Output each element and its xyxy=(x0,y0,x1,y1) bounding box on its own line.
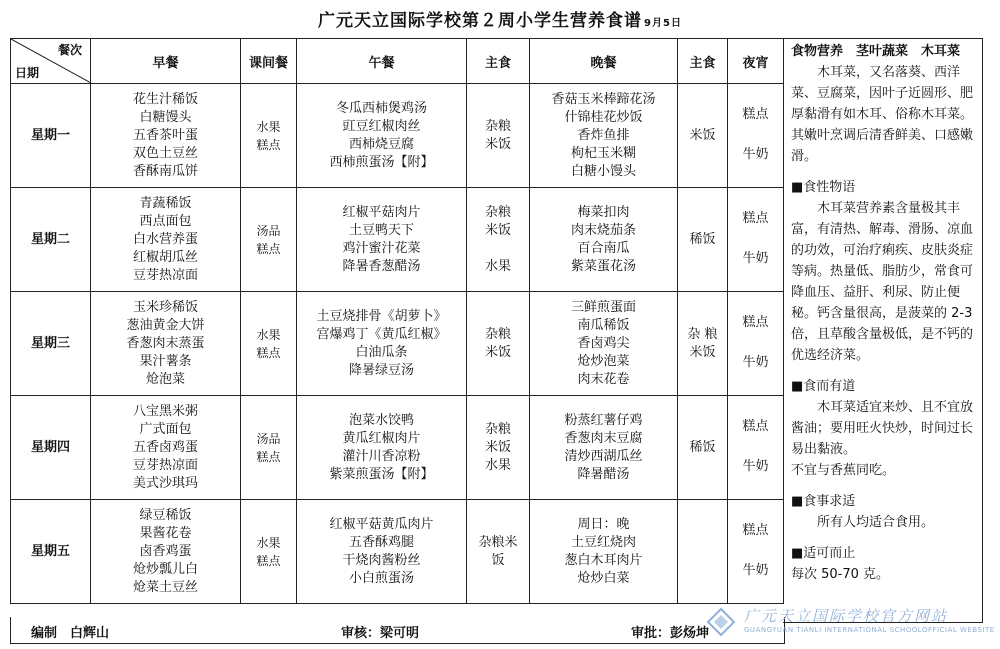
menu-item: 花生汁稀饭 xyxy=(132,91,198,107)
dinner-staple-header: 主食 xyxy=(678,39,728,84)
day-cell: 星期五 xyxy=(11,500,91,604)
menu-item: 香炸鱼排 xyxy=(577,127,630,143)
day-cell: 星期四 xyxy=(11,396,91,500)
menu-item: 米饭 xyxy=(689,344,716,360)
lunch-cell xyxy=(297,396,467,500)
title-text: 广元天立国际学校第２周小学生营养食谱 xyxy=(318,11,643,31)
menu-item: 八宝黑米粥 xyxy=(132,403,198,419)
snack-cell xyxy=(241,500,297,604)
section-title-moderation: ■适可而止 xyxy=(791,546,856,561)
dinner-staple-cell xyxy=(678,500,728,604)
signature-footer xyxy=(10,617,785,644)
menu-item: 百合南瓜 xyxy=(577,240,630,256)
menu-item: 南瓜稀饭 xyxy=(577,317,630,333)
night-snack-cell xyxy=(728,188,784,292)
menu-item: 紫菜蛋花汤 xyxy=(570,258,636,274)
menu-item: 绿豆稀饭 xyxy=(139,507,192,523)
menu-row xyxy=(11,292,784,396)
menu-item: 西柿煎蛋汤【附】 xyxy=(329,154,434,170)
sidebar-heading: 食物营养 茎叶蔬菜 木耳菜 xyxy=(791,44,961,59)
page-title xyxy=(0,6,1000,31)
menu-item: 杂粮 xyxy=(484,421,511,437)
lunch-cell xyxy=(297,188,467,292)
menu-item: 炝炒瓢儿白 xyxy=(132,561,198,577)
menu-item: 小白煎蛋汤 xyxy=(348,570,414,586)
menu-item: 香葱肉末蒸蛋 xyxy=(126,335,205,351)
menu-item: 双色土豆丝 xyxy=(132,145,198,161)
section-title-food-nature: ■食性物语 xyxy=(791,180,856,195)
menu-item: 三鲜煎蛋面 xyxy=(570,299,636,315)
night-snack-item: 糕点 xyxy=(742,419,769,434)
menu-item: 香菇玉米棒蹄花汤 xyxy=(551,91,656,107)
menu-item: 杂粮米 xyxy=(478,534,518,550)
menu-item: 豆芽热凉面 xyxy=(132,457,198,473)
menu-item: 清炒西湖瓜丝 xyxy=(564,448,643,464)
night-snack-item: 牛奶 xyxy=(742,147,769,162)
menu-item: 玉米珍稀饭 xyxy=(132,299,198,315)
menu-item: 土豆鸭天下 xyxy=(348,222,414,238)
menu-item: 糕点 xyxy=(256,137,281,152)
menu-item: 炝炒白菜 xyxy=(577,570,630,586)
menu-item: 粉蒸红薯仔鸡 xyxy=(564,412,643,428)
menu-item: 广式面包 xyxy=(139,421,192,437)
dinner-cell xyxy=(530,84,678,188)
section-text-how-to-eat: 木耳菜适宜来炒、且不宜放酱油；要用旺火快炒，时间过长易出黏液。 xyxy=(791,400,974,457)
menu-item: 红椒平菇黄瓜肉片 xyxy=(329,516,434,532)
corner-header xyxy=(11,39,91,84)
menu-item: 葱白木耳肉片 xyxy=(564,552,643,568)
menu-item: 糕点 xyxy=(256,345,281,360)
menu-item: 宫爆鸡丁《黄瓜红椒》 xyxy=(316,326,447,342)
lunch-staple-cell xyxy=(467,292,530,396)
lunch-staple-cell xyxy=(467,396,530,500)
website-watermark xyxy=(700,603,1000,643)
breakfast-cell xyxy=(91,500,241,604)
snack-cell xyxy=(241,188,297,292)
menu-item: 炝泡菜 xyxy=(145,371,185,387)
menu-item: 降暑香葱醋汤 xyxy=(342,258,421,274)
night-snack-item: 牛奶 xyxy=(742,355,769,370)
menu-item: 枸杞玉米糊 xyxy=(570,145,636,161)
menu-item: 冬瓜西柿煲鸡汤 xyxy=(335,100,427,116)
section-text-suitability: 所有人均适合食用。 xyxy=(817,515,935,530)
dinner-cell xyxy=(530,188,678,292)
meal-header: 餐次 xyxy=(57,43,82,57)
reviewer-label: 审核：梁可明 xyxy=(341,626,420,641)
menu-item: 豇豆红椒肉丝 xyxy=(342,118,421,134)
menu-item: 五香卤鸡蛋 xyxy=(132,439,198,455)
menu-item: 泡菜水饺鸭 xyxy=(348,412,414,428)
dinner-staple-cell xyxy=(678,292,728,396)
lunch-cell xyxy=(297,500,467,604)
snack-cell xyxy=(241,84,297,188)
menu-item: 汤品 xyxy=(256,431,281,446)
snack-cell xyxy=(241,292,297,396)
menu-item: 米饭 xyxy=(484,439,511,455)
menu-item: 饭 xyxy=(491,552,505,568)
approver-label: 审批：彭炀坤 xyxy=(631,626,710,641)
title-date: 9月5日 xyxy=(644,18,682,29)
menu-item: 白油瓜条 xyxy=(355,344,408,360)
date-header: 日期 xyxy=(15,66,40,80)
menu-item: 香卤鸡尖 xyxy=(577,335,630,351)
night-snack-header: 夜宵 xyxy=(728,39,784,84)
menu-item: 杂粮 xyxy=(484,326,511,342)
menu-item: 周日：晚 xyxy=(577,516,630,532)
menu-item: 炝炒泡菜 xyxy=(577,353,630,369)
breakfast-cell xyxy=(91,292,241,396)
menu-item: 水果 xyxy=(484,457,511,473)
night-snack-item: 糕点 xyxy=(742,523,769,538)
lunch-staple-cell xyxy=(467,84,530,188)
section-text-moderation: 每次 50-70 克。 xyxy=(791,567,890,582)
day-cell: 星期一 xyxy=(11,84,91,188)
lunch-staple-cell xyxy=(467,188,530,292)
menu-item: 米饭 xyxy=(484,222,511,238)
menu-item: 肉末烧茄条 xyxy=(570,222,636,238)
menu-item: 红椒胡瓜丝 xyxy=(132,249,198,265)
night-snack-item: 糕点 xyxy=(742,107,769,122)
night-snack-item: 牛奶 xyxy=(742,251,769,266)
menu-item: 什锦桂花炒饭 xyxy=(564,109,643,125)
menu-item: 土豆烧排骨《胡萝卜》 xyxy=(316,308,447,324)
menu-item: 稀饭 xyxy=(689,439,716,455)
watermark-en: GUANGYUAN TIANLI INTERNATIONAL SCHOOLOFFICIAL WEBSITE xyxy=(744,626,995,634)
night-snack-item: 牛奶 xyxy=(742,563,769,578)
menu-item: 卤香鸡蛋 xyxy=(139,543,192,559)
breakfast-cell xyxy=(91,188,241,292)
lunch-cell xyxy=(297,84,467,188)
nutrition-sidebar xyxy=(783,38,983,623)
night-snack-cell xyxy=(728,396,784,500)
menu-item: 糕点 xyxy=(256,553,281,568)
menu-item: 糕点 xyxy=(256,449,281,464)
menu-item: 黄瓜红椒肉片 xyxy=(342,430,421,446)
menu-item: 稀饭 xyxy=(689,231,716,247)
night-snack-cell xyxy=(728,500,784,604)
watermark-cn: 广元天立国际学校官方网站 xyxy=(744,607,949,625)
menu-item: 青蔬稀饭 xyxy=(139,195,192,211)
menu-item: 五香茶叶蛋 xyxy=(132,127,198,143)
section-text-how-to-eat-2: 不宜与香蕉同吃。 xyxy=(791,463,896,478)
compiler-label: 编制 白辉山 xyxy=(31,626,110,641)
menu-item: 果酱花卷 xyxy=(139,525,192,541)
section-title-how-to-eat: ■食而有道 xyxy=(791,379,856,394)
dinner-staple-cell xyxy=(678,396,728,500)
menu-item: 水果 xyxy=(256,327,281,342)
menu-item: 香葱肉末豆腐 xyxy=(564,430,643,446)
snack-header: 课间餐 xyxy=(241,39,297,84)
menu-row xyxy=(11,188,784,292)
menu-item: 五香酥鸡腿 xyxy=(348,534,414,550)
dinner-cell xyxy=(530,396,678,500)
menu-item: 葱油黄金大饼 xyxy=(126,317,205,333)
dinner-staple-cell xyxy=(678,84,728,188)
menu-header-row xyxy=(11,39,784,84)
menu-body xyxy=(11,84,784,604)
menu-item: 豆芽热凉面 xyxy=(132,267,198,283)
night-snack-cell xyxy=(728,292,784,396)
menu-item: 肉末花卷 xyxy=(577,371,630,387)
night-snack-item: 牛奶 xyxy=(742,459,769,474)
menu-item: 炝菜土豆丝 xyxy=(132,579,198,595)
day-cell: 星期二 xyxy=(11,188,91,292)
night-snack-cell xyxy=(728,84,784,188)
breakfast-cell xyxy=(91,396,241,500)
menu-item: 白糖小馒头 xyxy=(570,163,636,179)
dinner-cell xyxy=(530,500,678,604)
school-logo-icon xyxy=(706,607,736,637)
menu-item: 紫菜煎蛋汤【附】 xyxy=(329,466,434,482)
menu-item: 西柿烧豆腐 xyxy=(348,136,414,152)
menu-item: 水果 xyxy=(256,535,281,550)
menu-item: 米饭 xyxy=(484,136,511,152)
menu-item: 水果 xyxy=(484,258,511,274)
menu-item: 西点面包 xyxy=(139,213,192,229)
menu-item: 鸡汁蜜汁花菜 xyxy=(342,240,421,256)
menu-row xyxy=(11,500,784,604)
menu-item: 土豆红烧肉 xyxy=(570,534,636,550)
menu-item: 水果 xyxy=(256,119,281,134)
menu-item: 干烧肉酱粉丝 xyxy=(342,552,421,568)
menu-row xyxy=(11,396,784,500)
section-title-suitability: ■食事求适 xyxy=(791,494,856,509)
menu-item: 香酥南瓜饼 xyxy=(132,163,198,179)
day-cell: 星期三 xyxy=(11,292,91,396)
menu-item xyxy=(467,240,529,258)
menu-item: 果汁薯条 xyxy=(139,353,192,369)
menu-item: 红椒平菇肉片 xyxy=(342,204,421,220)
breakfast-cell xyxy=(91,84,241,188)
menu-item: 杂粮 xyxy=(484,118,511,134)
night-snack-item: 糕点 xyxy=(742,211,769,226)
menu-item: 杂粮 xyxy=(484,204,511,220)
menu-item: 白糖馒头 xyxy=(139,109,192,125)
snack-cell xyxy=(241,396,297,500)
menu-item: 白水营养蛋 xyxy=(132,231,198,247)
menu-item: 梅菜扣肉 xyxy=(577,204,630,220)
lunch-header: 午餐 xyxy=(297,39,467,84)
menu-item: 米饭 xyxy=(484,344,511,360)
lunch-staple-header: 主食 xyxy=(467,39,530,84)
menu-item: 降暑绿豆汤 xyxy=(348,362,414,378)
breakfast-header: 早餐 xyxy=(91,39,241,84)
menu-item: 降暑醋汤 xyxy=(577,466,630,482)
menu-item: 米饭 xyxy=(689,127,716,143)
menu-item: 汤品 xyxy=(256,223,281,238)
dinner-cell xyxy=(530,292,678,396)
section-text-food-nature: 木耳菜营养素含量极其丰富，有清热、解毒、滑肠、凉血的功效，可治疗痢疾、皮肤炎症等病。热量低、脂肪少，常食可降血压、益肝、利尿、防止便秘。钙含量很高，是菠菜的 2-3 倍，且草酸含量极低，是不钙的优选经济菜。 xyxy=(791,201,974,363)
menu-item: 杂 粮 xyxy=(687,326,718,342)
dinner-staple-cell xyxy=(678,188,728,292)
menu-row xyxy=(11,84,784,188)
night-snack-item: 糕点 xyxy=(742,315,769,330)
dinner-header: 晚餐 xyxy=(530,39,678,84)
menu-item: 美式沙琪玛 xyxy=(132,475,198,491)
lunch-staple-cell xyxy=(467,500,530,604)
sidebar-intro: 木耳菜，又名落葵、西洋菜、豆腐菜，因叶子近圆形、肥厚黏滑有如木耳、俗称木耳菜。其嫩叶烹调后清香鲜美、口感嫩滑。 xyxy=(791,65,974,164)
menu-table xyxy=(10,38,784,604)
menu-item: 灌汁川香凉粉 xyxy=(342,448,421,464)
menu-item: 糕点 xyxy=(256,241,281,256)
lunch-cell xyxy=(297,292,467,396)
